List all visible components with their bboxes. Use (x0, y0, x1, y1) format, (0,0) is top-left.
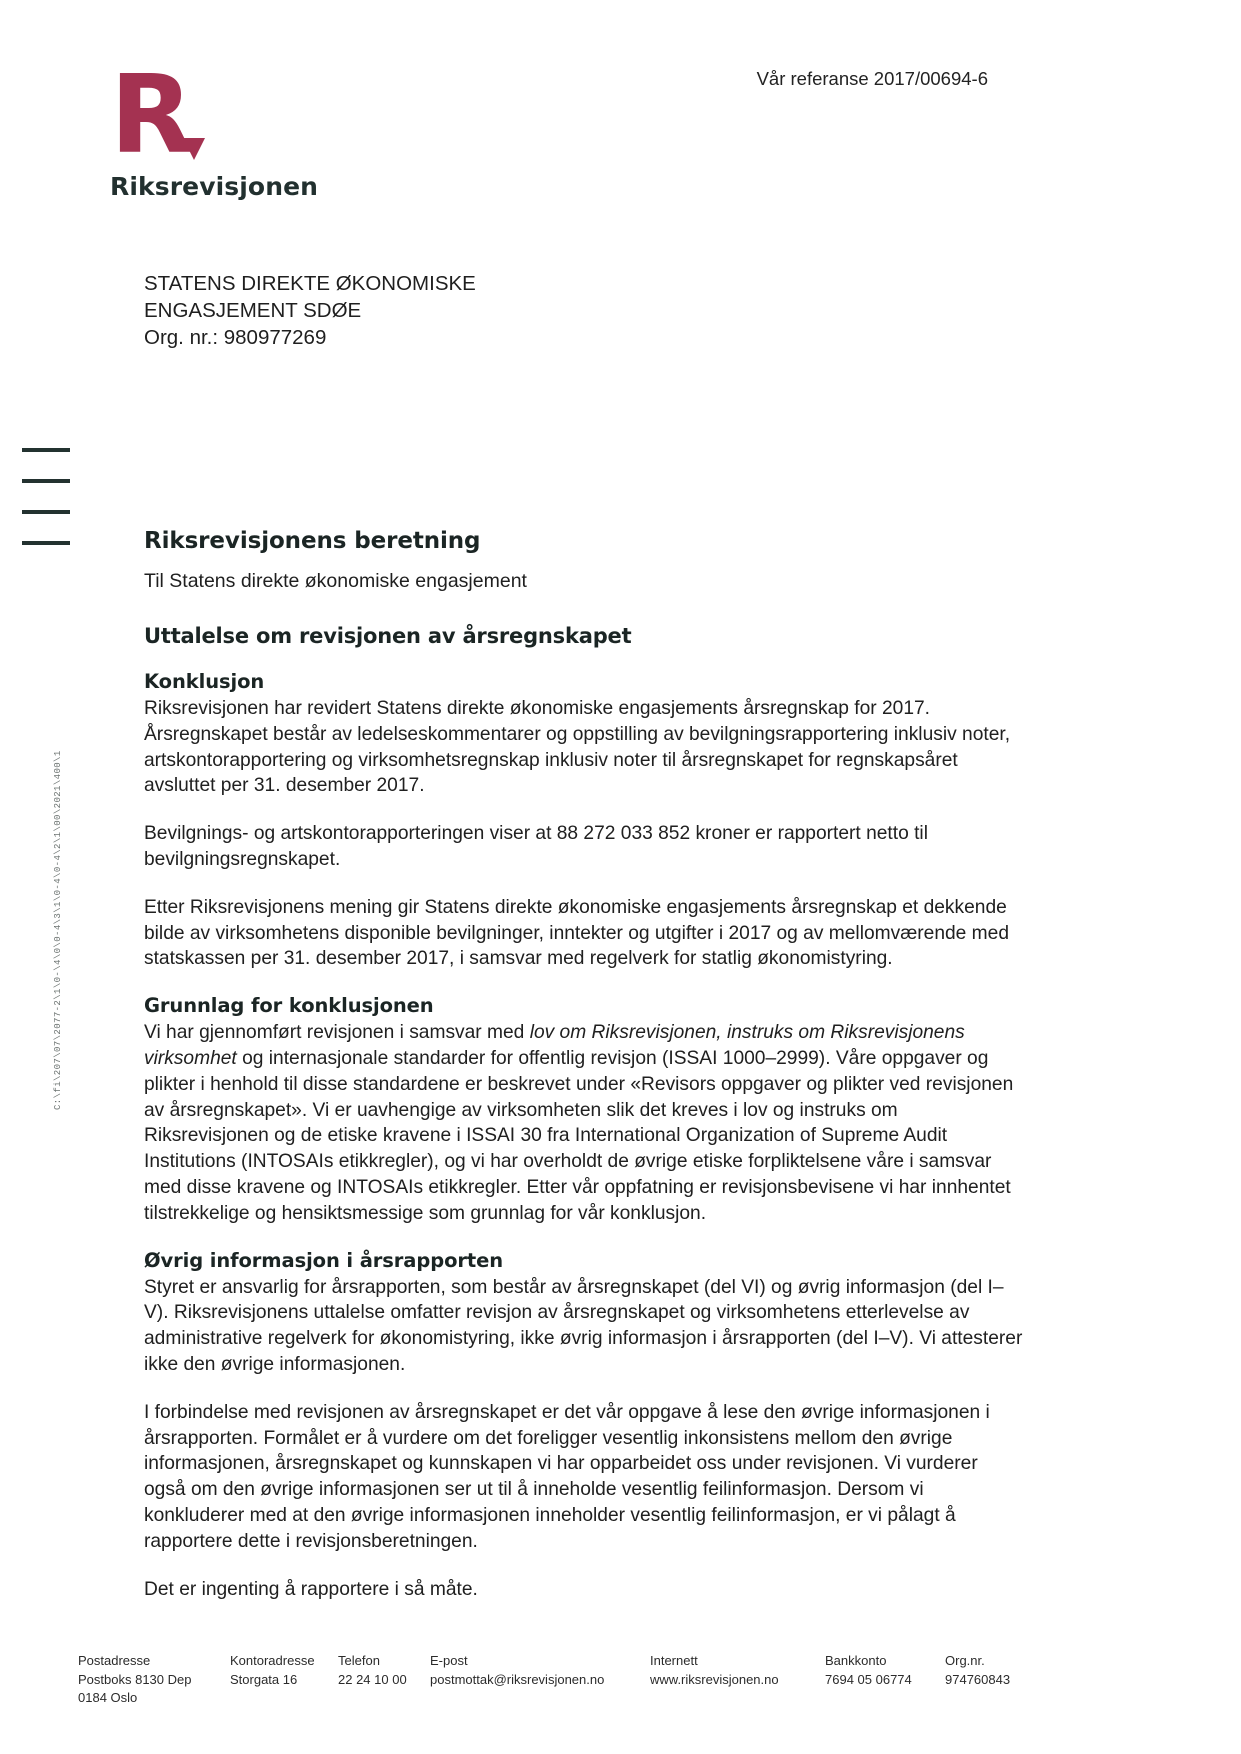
footer-bankkonto (825, 1652, 945, 1689)
section-title-statement: Uttalelse om revisjonen av årsregnskapet (144, 624, 632, 648)
page-footer (78, 1652, 1158, 1707)
footer-postadresse-label: Postadresse (78, 1653, 151, 1668)
recipient-org-number: Org. nr.: 980977269 (144, 326, 327, 349)
addressee-line: Til Statens direkte økonomiske engasjement (144, 570, 527, 592)
footer-epost-value[interactable]: postmottak@riksrevisjonen.no (430, 1672, 605, 1687)
footer-orgnr-value: 974760843 (945, 1672, 1011, 1687)
footer-postadresse-line-1: Postboks 8130 Dep (78, 1672, 192, 1687)
footer-epost (430, 1652, 650, 1689)
page-header (0, 53, 1241, 218)
footer-internett-value[interactable]: www.riksrevisjonen.no (650, 1672, 779, 1687)
footer-kontoradresse-label: Kontoradresse (230, 1653, 315, 1668)
footer-bankkonto-label: Bankkonto (825, 1653, 887, 1668)
other-information-paragraph-3: Det er ingenting å rapportere i så måte. (144, 1578, 478, 1600)
basis-text-after-italic: og internasjonale standarder for offentlig revisjon (ISSAI 1000–2999). Våre oppgaver og plikter i henhold til disse standardene er beskrevet under «Revisors oppgaver og plikter ved revisjonen av årsregnskapet». Vi er uavhengige av virksomheten slik det kreves i lov og instruks om Riksrevisjonen og de etiske kravene i ISSAI 30 fra International Organization of Supreme Audit Institutions (INTOSAIs etikkregler), og vi har overholdt de øvrige etiske forpliktelsene våre i samsvar med disse kravene og INTOSAIs etikkregler. Etter vår oppfatning er revisjonsbevisene vi har innhentet tilstrekkelige og hensiktsmessige som grunnlag for vår konklusjon. (144, 1047, 1014, 1224)
subheading-basis: Grunnlag for konklusjonen (144, 994, 434, 1018)
document-body (144, 528, 1024, 1624)
register-mark (22, 448, 70, 452)
other-information-paragraph-1: Styret er ansvarlig for årsrapporten, som består av årsregnskapet (del VI) og øvrig informasjon (del I–V). Riksrevisjonens uttalelse omfatter revisjon av årsregnskapet og virksomhetens etterlevelse av administrative regelverk for økonomistyring, ikke øvrig informasjon i årsrapporten (del I–V). Vi attesterer ikke den øvrige informasjonen. (144, 1276, 1023, 1375)
footer-telefon-value: 22 24 10 00 (338, 1672, 407, 1687)
footer-internett (650, 1652, 825, 1689)
footer-orgnr (945, 1652, 1065, 1689)
other-information-paragraph-2: I forbindelse med revisjonen av årsregnskapet er det vår oppgave å lese den øvrige informasjonen i årsrapporten. Formålet er å vurdere om det foreligger vesentlig inkonsistens mellom den øvrige informasjonen, årsregnskapet og kunnskapen vi har opparbeidet oss under revisjonen. Vi vurderer også om den øvrige informasjonen ser ut til å inneholde vesentlig feilinformasjon. Dersom vi konkluderer med at den øvrige informasjonen inneholder vesentlig feilinformasjon, er vi pålagt å rapportere dette i revisjonsberetningen. (144, 1401, 990, 1552)
conclusion-paragraph-3: Etter Riksrevisjonens mening gir Statens direkte økonomiske engasjements årsregnskap et dekkende bilde av virksomhetens disponible bevilgninger, inntekter og utgifter i 2017 og av mellomværende med statskassen per 31. desember 2017, i samsvar med regelverk for statlig økonomistyring. (144, 896, 1009, 970)
basis-italic-law-reference: lov om Riksrevisjonen, instruks om Riksrevisjonens virksomhet (144, 1022, 965, 1069)
recipient-line-1: STATENS DIREKTE ØKONOMISKE (144, 272, 476, 295)
recipient-address (144, 270, 476, 351)
register-mark (22, 510, 70, 514)
footer-bankkonto-value: 7694 05 06774 (825, 1672, 912, 1687)
footer-postadresse-line-2: 0184 Oslo (78, 1690, 138, 1705)
register-marks (22, 448, 70, 572)
footer-epost-label: E-post (430, 1653, 468, 1668)
logo-triangle-icon (183, 138, 205, 160)
subheading-other-information: Øvrig informasjon i årsrapporten (144, 1248, 504, 1272)
footer-kontoradresse (230, 1652, 338, 1689)
basis-text-before-italic: Vi har gjennomført revisjonen i samsvar med (144, 1022, 530, 1044)
riksrevisjonen-logo (110, 53, 410, 201)
conclusion-paragraph-1: Riksrevisjonen har revidert Statens direkte økonomiske engasjements årsregnskap for 2017. Årsregnskapet består av ledelseskommentarer og oppstilling av bevilgningsrapportering inklusiv noter, artskontorapportering og virksomhetsregnskap inklusiv noter til årsregnskapet for regnskapsåret avsluttet per 31. desember 2017. (144, 698, 1011, 797)
subheading-conclusion: Konklusjon (144, 670, 265, 693)
basis-paragraph-1 (144, 1020, 1024, 1226)
document-reference: Vår referanse 2017/00694-6 (756, 68, 988, 89)
footer-postadresse (78, 1652, 230, 1707)
footer-telefon-label: Telefon (338, 1653, 380, 1668)
logo-r-icon: R (110, 53, 192, 178)
footer-row (78, 1652, 1158, 1707)
logo-mark (110, 53, 225, 178)
recipient-line-2: ENGASJEMENT SDØE (144, 299, 362, 322)
register-mark (22, 479, 70, 483)
footer-kontoradresse-value: Storgata 16 (230, 1672, 298, 1687)
register-mark (22, 541, 70, 545)
footer-telefon (338, 1652, 430, 1689)
archive-code: C:\fi\207\07\2077-2\1\0-\4\0\0-4\3\1\0-4\0-4\2\1\00\2021\400\1 (53, 750, 63, 1110)
logo-wordmark: Riksrevisjonen (110, 172, 319, 201)
conclusion-paragraph-2: Bevilgnings- og artskontorapporteringen viser at 88 272 033 852 kroner er rapportert netto til bevilgningsregnskapet. (144, 823, 928, 870)
page-title: Riksrevisjonens beretning (144, 528, 481, 554)
footer-internett-label: Internett (650, 1653, 698, 1668)
footer-orgnr-label: Org.nr. (945, 1653, 985, 1668)
